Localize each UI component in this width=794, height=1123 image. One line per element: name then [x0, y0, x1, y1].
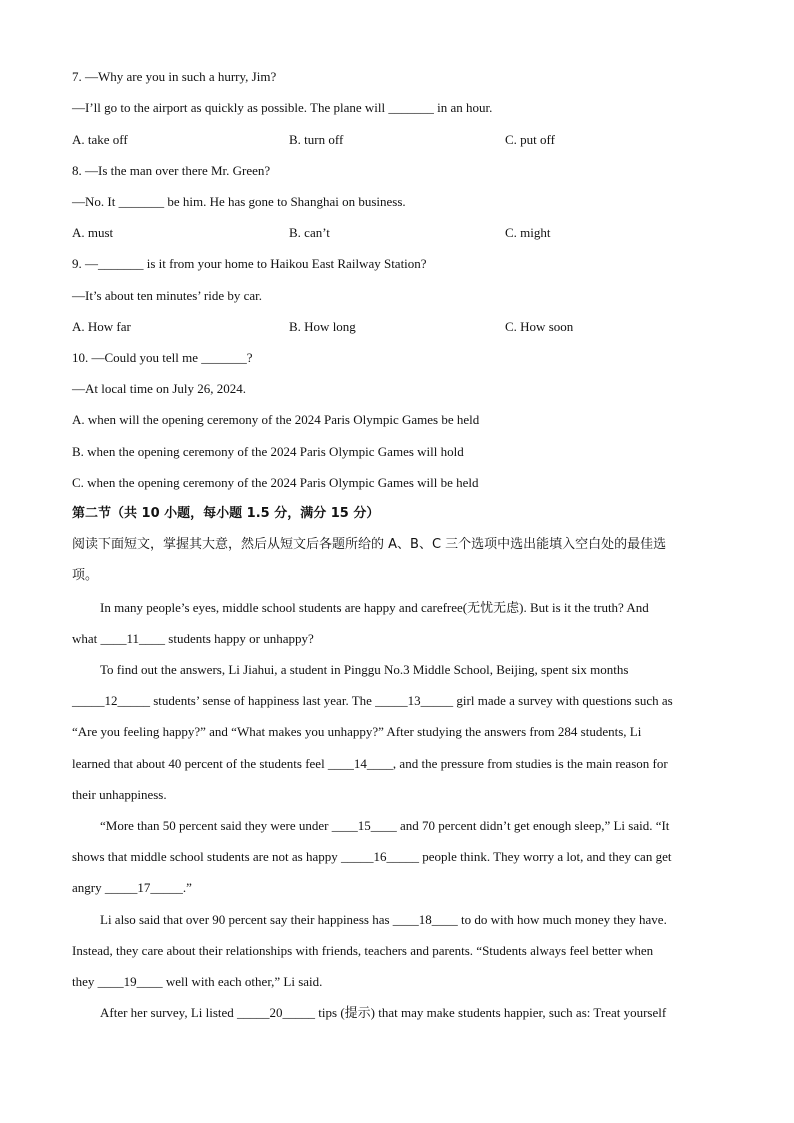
passage-line-1: In many people’s eyes, middle school students are happy and carefree(无忧无虑). But is it the truth? And — [100, 600, 649, 615]
q10-line2: —At local time on July 26, 2024. — [72, 381, 247, 396]
q9-option-a: A. How far — [72, 319, 131, 334]
q9-stem: 9. —_______ is it from your home to Haikou East Railway Station? — [72, 256, 427, 271]
q8-stem: 8. —Is the man over there Mr. Green? — [72, 163, 271, 178]
q8-option-a: A. must — [72, 225, 114, 240]
q10-stem: 10. —Could you tell me _______? — [72, 350, 253, 365]
q9-option-b: B. How long — [289, 319, 356, 334]
passage-line-7: their unhappiness. — [72, 787, 167, 802]
q10-option-a: A. when will the opening ceremony of the 2024 Paris Olympic Games be held — [72, 412, 480, 427]
q7-option-a: A. take off — [72, 132, 128, 147]
passage-line-9: shows that middle school students are not as happy _____16_____ people think. They worry a lot, and they can get — [72, 849, 672, 864]
q8-option-c: C. might — [505, 225, 551, 240]
passage-line-2: what ____11____ students happy or unhappy? — [72, 631, 314, 646]
q7-stem: 7. —Why are you in such a hurry, Jim? — [72, 69, 277, 84]
passage-line-5: “Are you feeling happy?” and “What makes you unhappy?” After studying the answers from 284 students, Li — [72, 724, 642, 739]
q8-option-b: B. can’t — [289, 225, 330, 240]
passage-line-8: “More than 50 percent said they were under ____15____ and 70 percent didn’t get enough sleep,” Li said. “It — [100, 818, 670, 833]
q7-option-b: B. turn off — [289, 132, 344, 147]
passage-line-6: learned that about 40 percent of the students feel ____14____, and the pressure from studies is the main reason for — [72, 756, 668, 771]
q10-option-b: B. when the opening ceremony of the 2024 Paris Olympic Games will hold — [72, 444, 464, 459]
q7-option-c: C. put off — [505, 132, 555, 147]
q7-line2: —I’ll go to the airport as quickly as possible. The plane will _______ in an hour. — [72, 100, 493, 115]
passage-line-13: they ____19____ well with each other,” Li said. — [72, 974, 323, 989]
q10-option-c: C. when the opening ceremony of the 2024 Paris Olympic Games will be held — [72, 475, 479, 490]
section-heading: 第二节（共 10 小题，每小题 1.5 分，满分 15 分） — [72, 506, 380, 521]
q9-line2: —It’s about ten minutes’ ride by car. — [72, 288, 263, 303]
passage-line-3: To find out the answers, Li Jiahui, a student in Pinggu No.3 Middle School, Beijing, spent six months — [100, 662, 629, 677]
passage-line-12: Instead, they care about their relationships with friends, teachers and parents. “Students always feel better when — [72, 943, 654, 958]
q8-line2: —No. It _______ be him. He has gone to Shanghai on business. — [72, 194, 406, 209]
instruction-line-1: 阅读下面短文，掌握其大意，然后从短文后各题所给的 A、B、C 三个选项中选出能填入空白处的最佳选 — [72, 537, 667, 552]
passage-line-10: angry _____17_____.” — [72, 880, 192, 895]
passage-line-4: _____12_____ students’ sense of happiness last year. The _____13_____ girl made a survey with questions such as — [72, 693, 673, 708]
q9-option-c: C. How soon — [505, 319, 574, 334]
passage-line-11: Li also said that over 90 percent say their happiness has ____18____ to do with how much money they have. — [100, 912, 667, 927]
passage-line-14: After her survey, Li listed _____20_____ tips (提示) that may make students happier, such as: Treat yourself — [100, 1005, 667, 1020]
instruction-line-2: 项。 — [72, 568, 99, 583]
